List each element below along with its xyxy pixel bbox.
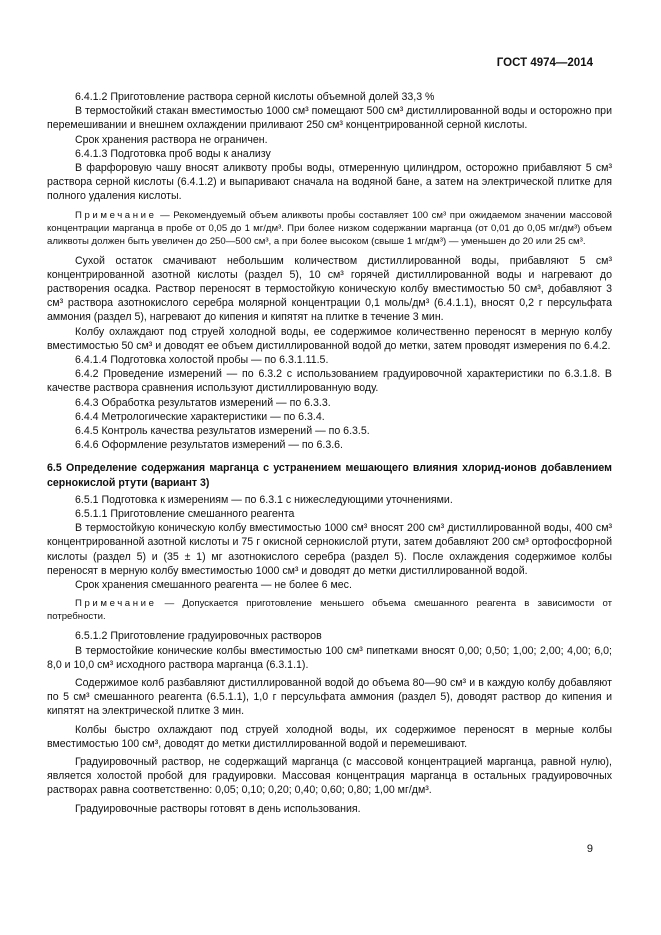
paragraph: В фарфоровую чашу вносят аликвоту пробы воды, отмеренную цилиндром, осторожно прибавляют 5 см³ раствора серной кислоты (6.4.1.2) и выпаривают сначала на водяной бане, а затем на электрической плитке для полного удаления кислоты. (47, 162, 612, 203)
paragraph: Градуировочный раствор, не содержащий марганца (с массовой концентрацией марганца, равной нулю), является холостой пробой для градуировки. Массовая концентрация марганца в остальных градуировочных растворах равна соответственно: 0,05; 0,10; 0,20; 0,40; 0,60; 0,80; 1,00 мг/дм³. (47, 755, 612, 797)
paragraph: Срок хранения смешанного реагента — не более 6 мес. (75, 579, 352, 592)
paragraph: В термостойкую коническую колбу вместимостью 1000 см³ вносят 200 см³ дистиллированной воды, 400 см³ концентрированной азотной кислоты и 75 г окисной сернокислой ртути, затем добавляют 200 см³ ортофосфорной кислоты (раздел 5) и (35 ± 1) мг азотнокислого серебра (раздел 5). После охлаждения содержимое колбы переносят в мерную колбу вместимостью 1000 см³ и доводят до метки дистиллированной водой. (47, 522, 612, 577)
subsection-title: 6.4.1.3 Подготовка проб воды к анализу (75, 147, 271, 160)
paragraph: Колбы быстро охлаждают под струей холодной воды, их содержимое переносят в мерные колбы вместимостью 100 см³, доводят до метки дистиллированной водой и перемешивают. (47, 723, 612, 750)
paragraph: 6.4.2 Проведение измерений — по 6.3.2 с использованием градуировочной характеристики по 6.3.1.8. В качестве раствора сравнения используют дистиллированную воду. (47, 368, 612, 395)
note-text: — Рекомендуемый объем аликвоты пробы составляет 100 см³ при ожидаемом значении массовой концентрации марганца в пробе от 0,05 до 1 мг/дм³. При более низком содержании марганца (от 0,01 до 0,05 мг/дм³) объем аликвоты должен быть увеличен до 250—500 см³, а при более высоком (свыше 1 мг/дм³) — уменьшен до 20 или 25 см³. (47, 209, 612, 247)
paragraph: Градуировочные растворы готовят в день использования. (75, 802, 361, 815)
note-label: Примечание (75, 598, 157, 610)
page-number: 9 (586, 843, 593, 855)
paragraph: Колбу охлаждают под струей холодной воды, ее содержимое количественно переносят в мерную колбу вместимостью 50 см³ и доводят ее объем дистиллированной водой до метки, затем проводят измерения по 6.4.2. (47, 325, 612, 352)
subsection-title: 6.4.3 Обработка результатов измерений — по 6.3.3. (75, 396, 331, 409)
subsection-title: 6.4.4 Метрологические характеристики — по 6.3.4. (75, 410, 325, 423)
paragraph: Сухой остаток смачивают небольшим количеством дистиллированной воды, прибавляют 5 см³ концентрированной азотной кислоты (раздел 5), 10 см³ горячей дистиллированной воды и нагревают до растворения осадка. Раствор переносят в термостойкую коническую колбу вместимостью 50 см³, добавляют 3 см³ раствора азотнокислого серебра молярной концентрации 0,1 моль/дм³ (6.4.1.1), вносят 0,2 г персульфата аммония (раздел 5), нагревают до кипения и кипятят на плитке в течение 3 мин. (47, 254, 612, 324)
subsection-title: 6.5.1 Подготовка к измерениям — по 6.3.1 с нижеследующими уточнениями. (75, 493, 453, 506)
subsection-title: 6.4.1.2 Приготовление раствора серной кислоты объемной долей 33,3 % (75, 91, 435, 103)
subsection-title: 6.5.1.2 Приготовление градуировочных растворов (75, 630, 322, 643)
subsection-title: 6.4.1.4 Подготовка холостой пробы — по 6.3.1.11.5. (75, 354, 329, 367)
paragraph: Срок хранения раствора не ограничен. (75, 133, 268, 146)
subsection-title: 6.5.1.1 Приготовление смешанного реагента (75, 508, 295, 521)
note (47, 209, 612, 248)
subsection-title: 6.4.5 Контроль качества результатов измерений — по 6.3.5. (75, 425, 370, 438)
section-heading: 6.5 Определение содержания марганца с устранением мешающего влияния хлорид-ионов добавлением сернокислой ртути (вариант 3) (47, 462, 612, 489)
paragraph: В термостойкие конические колбы вместимостью 100 см³ пипетками вносят 0,00; 0,50; 1,00; 2,00; 4,00; 6,0; 8,0 и 10,0 см³ исходного раствора марганца (6.3.1.1). (47, 644, 612, 671)
note (47, 597, 612, 623)
paragraph: Содержимое колб разбавляют дистиллированной водой до объема 80—90 см³ и в каждую колбу добавляют по 5 см³ смешанного реагента (6.5.1.1), 1,0 г персульфата аммония (раздел 5), доводят раствор до кипения и кипятят на электрической плитке 3 мин. (47, 676, 612, 718)
document-header: ГОСТ 4974—2014 (496, 57, 593, 69)
note-text: — Допускается приготовление меньшего объема смешанного реагента в зависимости от потребности. (47, 598, 612, 623)
page-body (47, 90, 612, 816)
note-label: Примечание (75, 209, 157, 221)
paragraph: В термостойкий стакан вместимостью 1000 см³ помещают 500 см³ дистиллированной воды и осторожно при перемешивании и внешнем охлаждении приливают 250 см³ концентрированной серной кислоты. (47, 105, 612, 132)
subsection-title: 6.4.6 Оформление результатов измерений — по 6.3.6. (75, 439, 343, 452)
